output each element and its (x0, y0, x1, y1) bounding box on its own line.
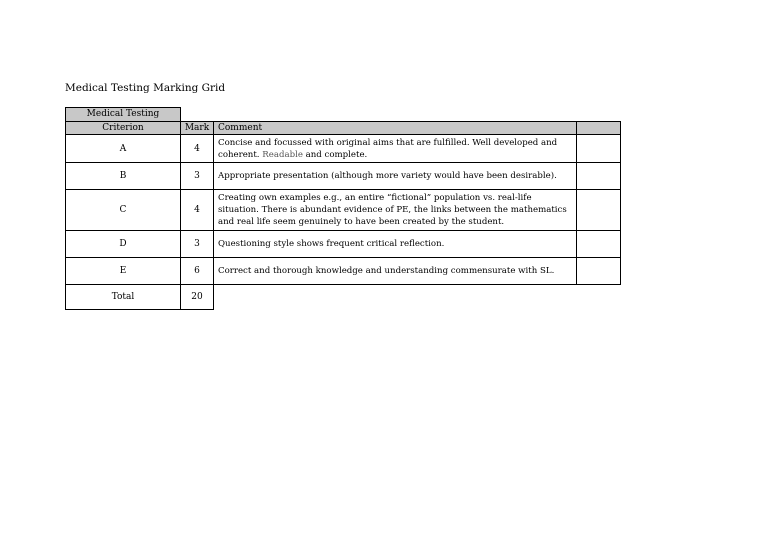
mark-cell: 3 (180, 230, 214, 258)
comment-text: Concise and focussed with original aims that are fulfilled. Well developed and coherent. Readable and complete. (218, 137, 558, 160)
comment-text: Correct and thorough knowledge and understanding commensurate with SL. (218, 266, 555, 276)
extra-cell (576, 257, 621, 285)
extra-cell (576, 189, 621, 231)
criterion-header: Criterion (65, 121, 181, 135)
extra-cell (576, 230, 621, 258)
criterion-cell: D (65, 230, 181, 258)
total-label: Total (65, 284, 181, 310)
comment-cell (213, 257, 577, 285)
mark-cell: 3 (180, 162, 214, 190)
comment-faded-word: Readable (262, 149, 303, 160)
comment-text: Questioning style shows frequent critical reflection. (218, 239, 445, 249)
criterion-cell: E (65, 257, 181, 285)
comment-text: Appropriate presentation (although more variety would have been desirable). (218, 171, 557, 181)
total-mark: 20 (180, 284, 214, 310)
comment-text: Creating own examples e.g., an entire “fictional” population vs. real-life situation. There is abundant evidence of PE, the links between the mathematics and real life seem genuinely to have been created by the student. (218, 193, 567, 227)
mark-header: Mark (180, 121, 214, 135)
comment-cell (213, 230, 577, 258)
extra-header (576, 121, 621, 135)
extra-cell (576, 134, 621, 163)
criterion-cell: C (65, 189, 181, 231)
comment-cell (213, 134, 577, 163)
extra-cell (576, 162, 621, 190)
mark-cell: 4 (180, 189, 214, 231)
criterion-cell: A (65, 134, 181, 163)
mark-cell: 6 (180, 257, 214, 285)
criterion-cell: B (65, 162, 181, 190)
comment-header (213, 121, 577, 135)
comment-cell (213, 189, 577, 231)
comment-cell (213, 162, 577, 190)
page-title: Medical Testing Marking Grid (65, 82, 226, 94)
comment-header-label: Comment (218, 123, 263, 133)
mark-cell: 4 (180, 134, 214, 163)
group-header: Medical Testing (65, 107, 181, 122)
